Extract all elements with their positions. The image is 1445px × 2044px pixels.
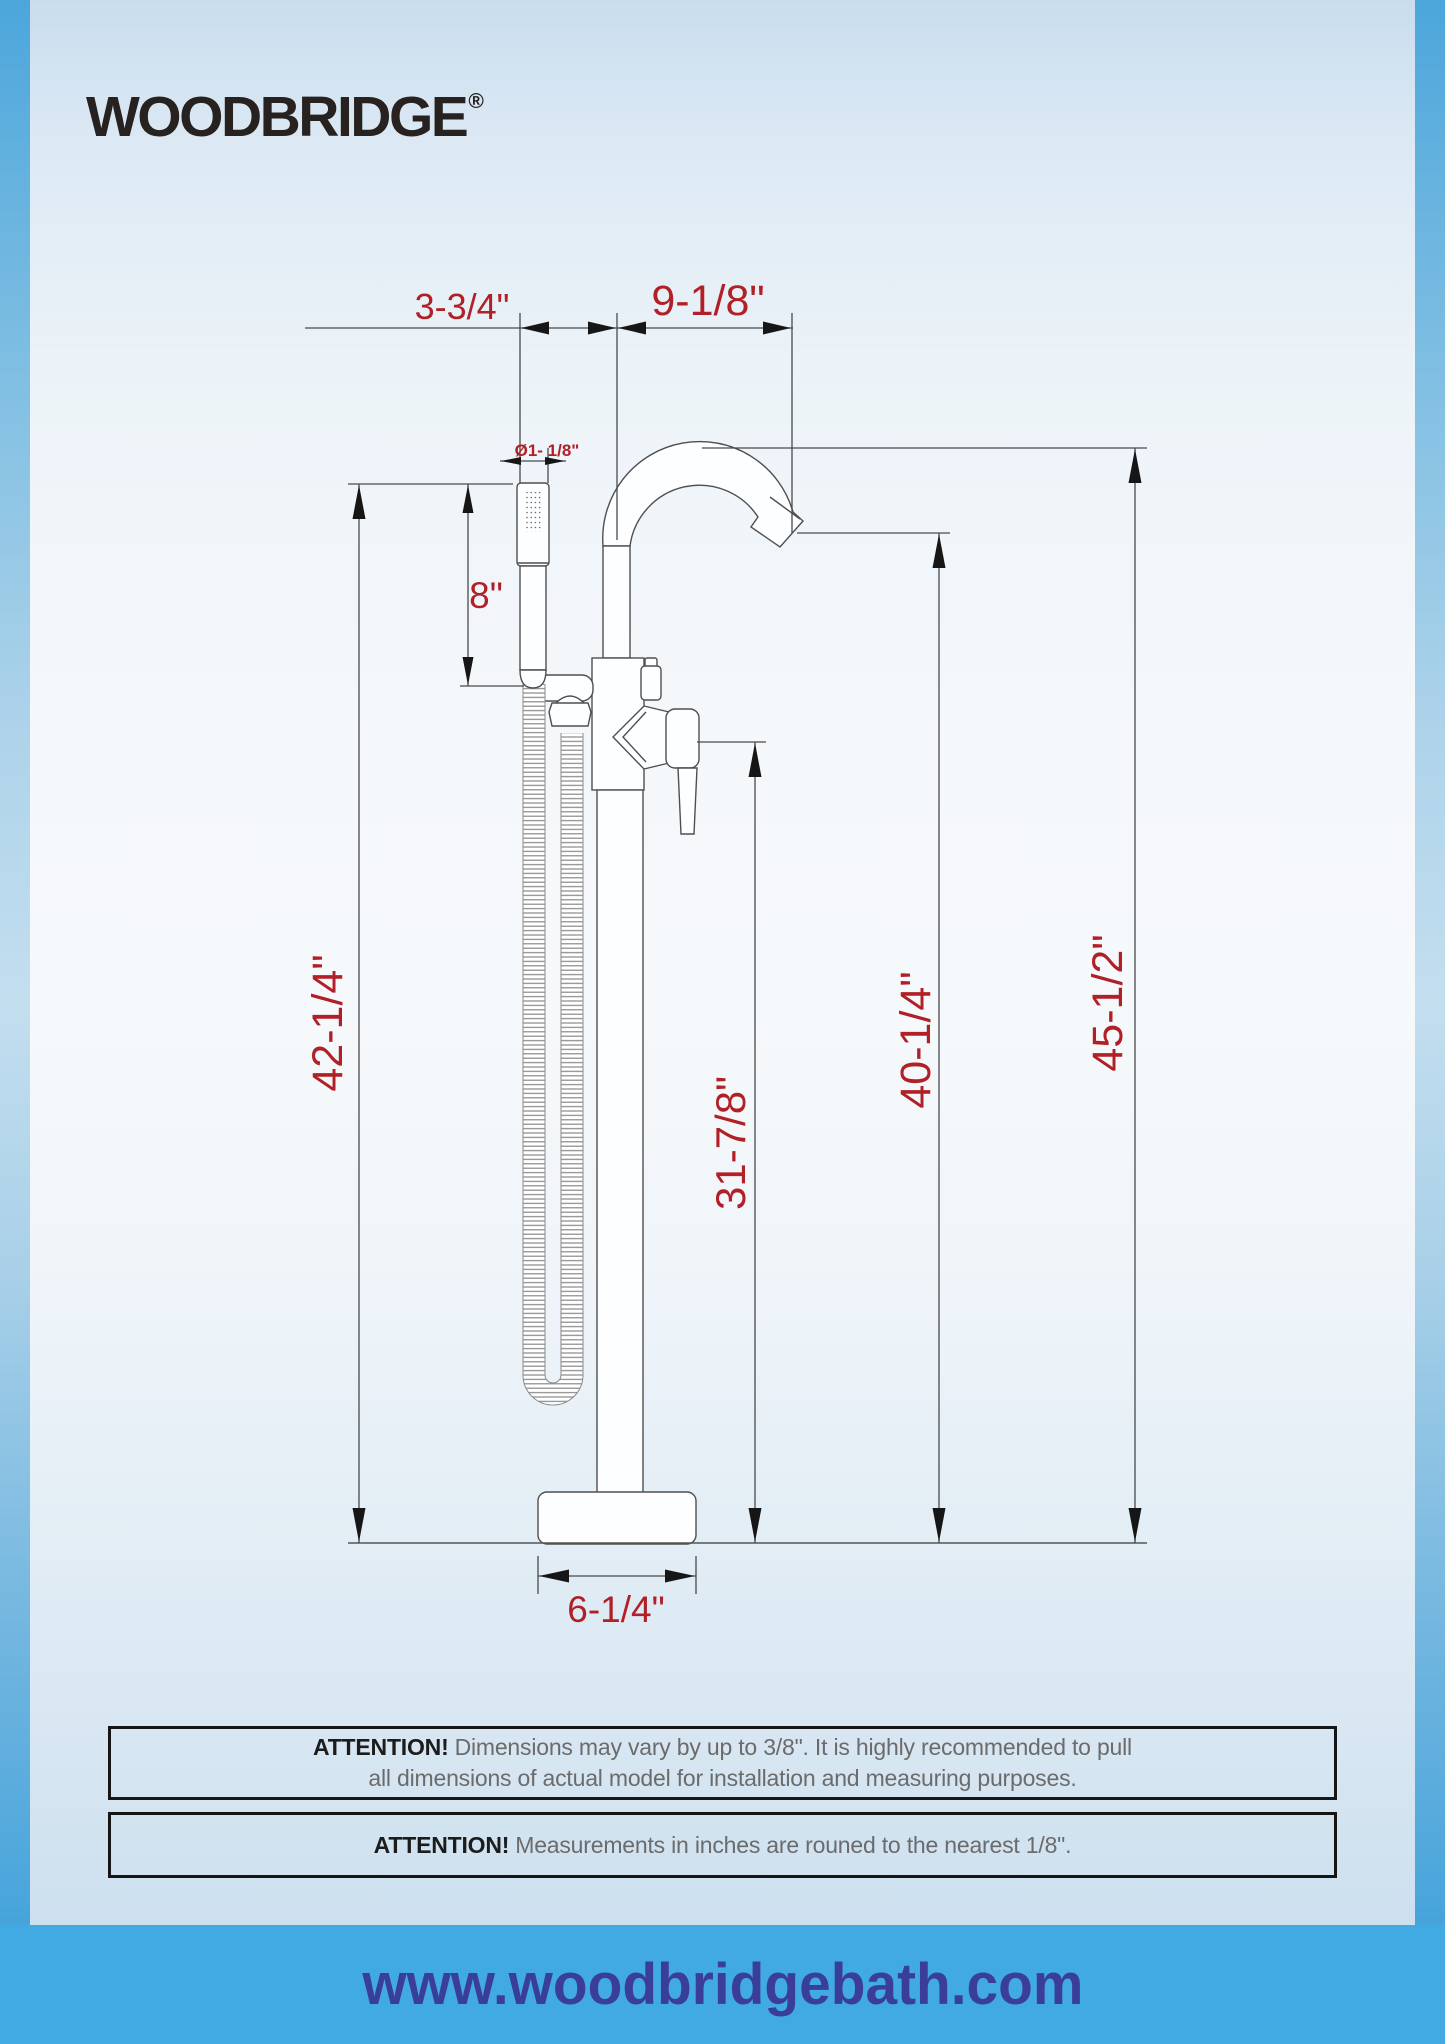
arrow-right-at-792 — [763, 322, 791, 335]
label-handshower-diameter: Ø1- 1/8" — [514, 441, 580, 460]
gooseneck-spout — [603, 442, 803, 547]
arrow-base-left — [539, 1570, 569, 1583]
label-base-width: 6-1/4" — [567, 1589, 665, 1630]
attention-box-1 — [108, 1726, 1337, 1800]
attention-body-1b: all dimensions of actual model for installation and measuring purposes. — [368, 1765, 1077, 1791]
arrow-8in-up — [463, 485, 474, 513]
right-border-strip — [1415, 0, 1445, 1925]
hose-nut — [549, 703, 591, 726]
label-overall-height: 45-1/2" — [1084, 934, 1132, 1072]
arrow-45-down — [1129, 1508, 1142, 1542]
arrow-31-down — [749, 1508, 762, 1542]
attention-title-1: ATTENTION! — [313, 1734, 449, 1760]
riser-column — [597, 790, 643, 1493]
label-handshower-top-height: 42-1/4" — [304, 954, 352, 1092]
handshower-handle-cap — [520, 670, 546, 688]
handshower-handle — [520, 566, 546, 670]
handshower-spray-face — [526, 492, 542, 532]
attention-box-1-line2 — [111, 1763, 1334, 1794]
floor-base-flange — [538, 1492, 696, 1544]
label-spout-outlet-height: 40-1/4" — [892, 971, 940, 1109]
brand-logo — [86, 84, 484, 150]
attention-title-2: ATTENTION! — [373, 1831, 510, 1858]
arrow-40-up — [933, 534, 946, 568]
dimension-arrows — [353, 322, 1142, 1583]
arrow-31-up — [749, 743, 762, 777]
arrow-45-up — [1129, 449, 1142, 483]
arrow-left-at-520 — [521, 322, 549, 335]
arrow-40-down — [933, 1508, 946, 1542]
label-handshower-offset: 3-3/4" — [414, 286, 510, 327]
footer-band — [0, 1925, 1445, 2044]
attention-box-2-line1 — [111, 1830, 1334, 1861]
registered-trademark-icon: ® — [468, 90, 484, 113]
attention-box-1-line1 — [111, 1732, 1334, 1763]
diverter-knob — [641, 666, 661, 700]
spout-riser-pipe — [603, 546, 630, 658]
brand-logo-text: WOODBRIDGE — [86, 85, 467, 149]
attention-box-2 — [108, 1812, 1337, 1878]
website-url: www.woodbridgebath.com — [361, 1952, 1084, 2017]
arrow-8in-down — [463, 657, 474, 685]
label-handshower-length: 8" — [469, 575, 503, 616]
arrow-left-at-617 — [618, 322, 646, 335]
left-border-strip — [0, 0, 30, 1925]
handle-lever — [678, 768, 697, 834]
label-spout-reach: 9-1/8" — [651, 277, 765, 325]
dimension-lines — [305, 313, 1147, 1594]
label-handle-height: 31-7/8" — [707, 1076, 754, 1210]
attention-body-2: Measurements in inches are rouned to the nearest 1/8". — [515, 1831, 1072, 1858]
arrow-base-right — [665, 1570, 695, 1583]
handle-base — [666, 709, 699, 768]
arrow-42-down — [353, 1508, 366, 1542]
handshower-hose — [534, 684, 572, 1394]
attention-body-1a: Dimensions may vary by up to 3/8". It is highly recommended to pull — [454, 1734, 1132, 1760]
arrow-42-up — [353, 485, 366, 519]
arrow-right-at-617 — [588, 322, 616, 335]
